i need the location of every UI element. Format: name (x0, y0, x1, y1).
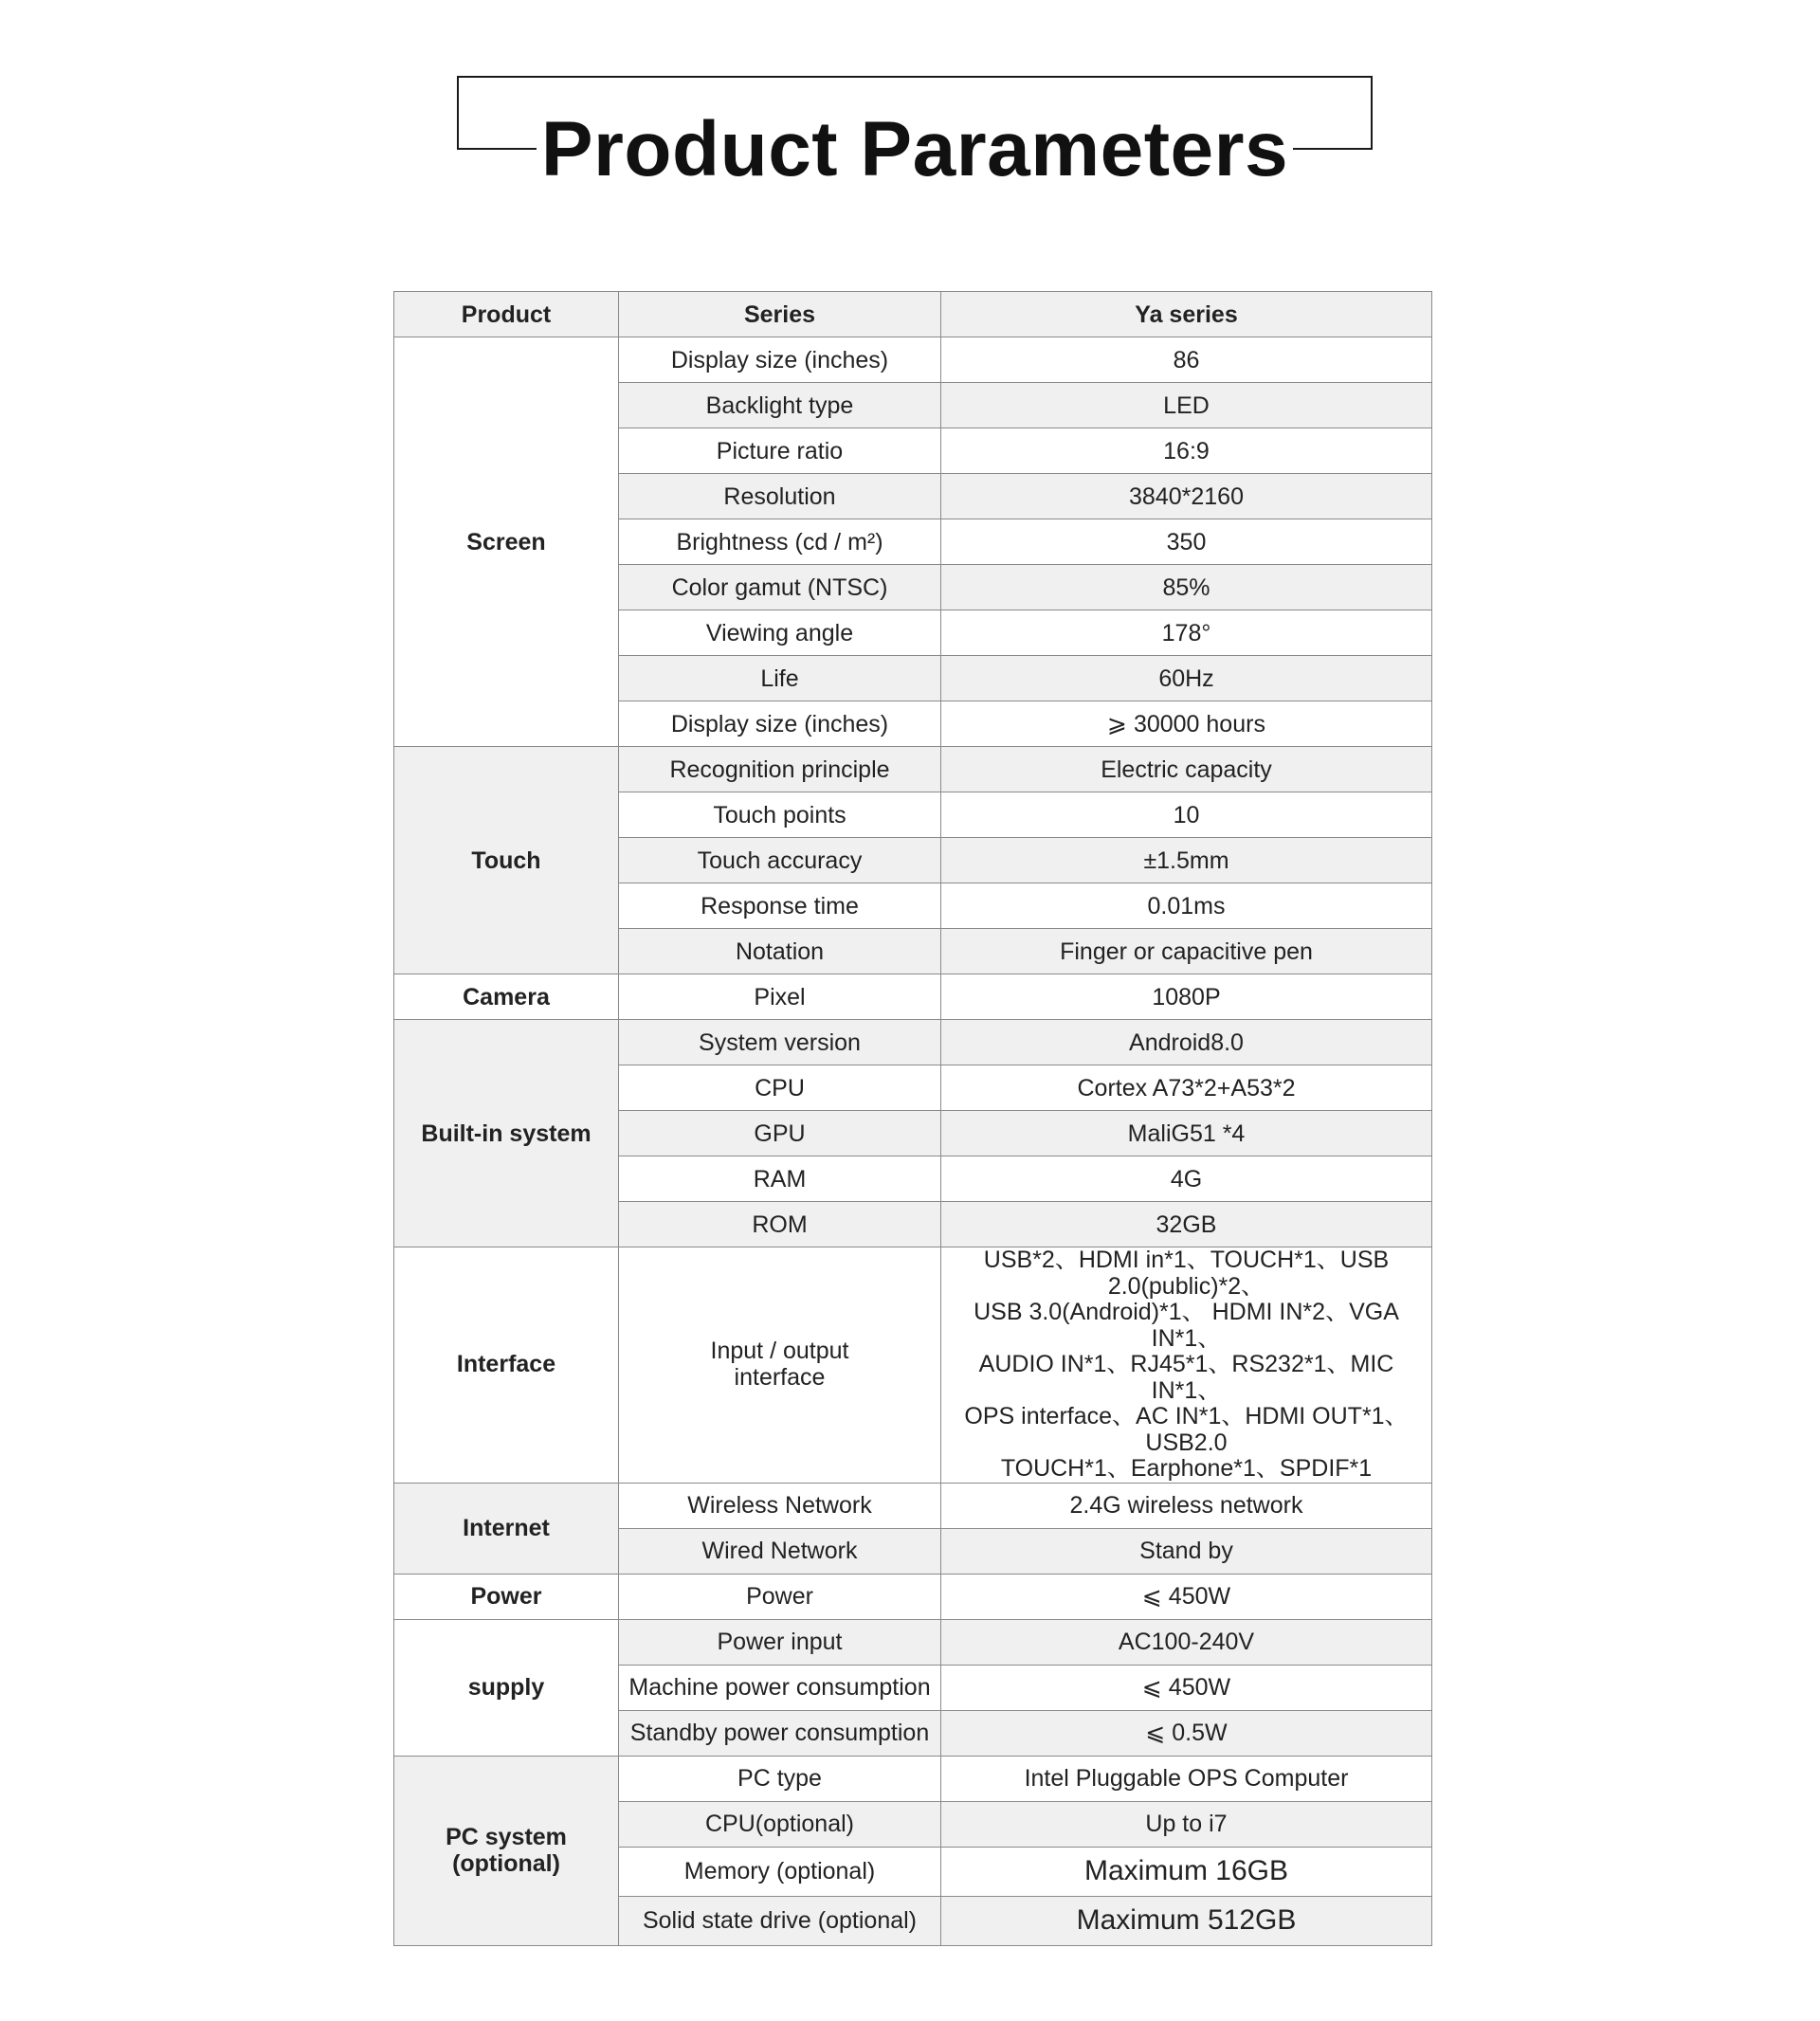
param-cell: Touch points (619, 792, 941, 838)
table-row (394, 747, 1432, 792)
table-header-row (394, 292, 1432, 337)
header-series: Series (619, 292, 941, 337)
value-line: USB 3.0(Android)*1、 HDMI IN*2、VGA IN*1、 (974, 1299, 1399, 1352)
value-cell: LED (941, 383, 1432, 428)
value-cell: ⩽ 450W (941, 1665, 1432, 1710)
param-cell: PC type (619, 1756, 941, 1801)
param-cell: System version (619, 1020, 941, 1065)
param-line: interface (734, 1363, 826, 1391)
param-cell: Power input (619, 1619, 941, 1665)
value-cell: Finger or capacitive pen (941, 929, 1432, 974)
value-cell (941, 1247, 1432, 1484)
value-cell: Electric capacity (941, 747, 1432, 792)
param-cell: CPU(optional) (619, 1801, 941, 1847)
value-cell: ⩽ 450W (941, 1574, 1432, 1619)
category-pc-system: PC system (optional) (394, 1756, 619, 1945)
category-power: Power (394, 1574, 619, 1619)
param-cell: Backlight type (619, 383, 941, 428)
param-cell: Picture ratio (619, 428, 941, 474)
table-row (394, 1619, 1432, 1665)
param-cell: Wired Network (619, 1528, 941, 1574)
value-cell: 1080P (941, 974, 1432, 1020)
param-cell: Display size (inches) (619, 701, 941, 747)
table-row (394, 337, 1432, 383)
param-cell: Touch accuracy (619, 838, 941, 883)
category-camera: Camera (394, 974, 619, 1020)
header-model: Ya series (941, 292, 1432, 337)
value-cell: 16:9 (941, 428, 1432, 474)
value-cell: Android8.0 (941, 1020, 1432, 1065)
param-cell: Memory (optional) (619, 1847, 941, 1896)
param-cell: Pixel (619, 974, 941, 1020)
value-cell: Cortex A73*2+A53*2 (941, 1065, 1432, 1111)
param-cell: Wireless Network (619, 1483, 941, 1528)
value-cell: 4G (941, 1156, 1432, 1202)
value-line: OPS interface、AC IN*1、HDMI OUT*1、USB2.0 (964, 1403, 1409, 1456)
value-cell: ⩾ 30000 hours (941, 701, 1432, 747)
category-screen: Screen (394, 337, 619, 747)
spec-table (393, 291, 1432, 1946)
page-title: Product Parameters (540, 106, 1289, 192)
category-interface: Interface (394, 1247, 619, 1484)
value-cell: 10 (941, 792, 1432, 838)
param-cell: Viewing angle (619, 610, 941, 656)
header-product: Product (394, 292, 619, 337)
table-row (394, 1756, 1432, 1801)
category-internet: Internet (394, 1483, 619, 1574)
value-cell: ⩽ 0.5W (941, 1710, 1432, 1756)
param-cell: Life (619, 656, 941, 701)
category-touch: Touch (394, 747, 619, 974)
category-supply: supply (394, 1619, 619, 1756)
title-frame-bottom-left (457, 148, 537, 150)
table-row (394, 1247, 1432, 1484)
value-line: AUDIO IN*1、RJ45*1、RS232*1、MIC IN*1、 (978, 1351, 1394, 1404)
param-cell: Machine power consumption (619, 1665, 941, 1710)
param-cell: Brightness (cd / m²) (619, 519, 941, 565)
param-cell: Response time (619, 883, 941, 929)
category-built-in-system: Built-in system (394, 1020, 619, 1247)
param-cell: Display size (inches) (619, 337, 941, 383)
title-frame-bottom-right (1293, 148, 1373, 150)
value-cell: 178° (941, 610, 1432, 656)
value-cell: 3840*2160 (941, 474, 1432, 519)
param-cell: Recognition principle (619, 747, 941, 792)
table-row (394, 974, 1432, 1020)
value-cell: 85% (941, 565, 1432, 610)
value-cell: 60Hz (941, 656, 1432, 701)
param-cell: CPU (619, 1065, 941, 1111)
value-cell: Maximum 512GB (941, 1896, 1432, 1945)
table-row (394, 1574, 1432, 1619)
param-cell: Resolution (619, 474, 941, 519)
value-cell: AC100-240V (941, 1619, 1432, 1665)
value-cell: MaliG51 *4 (941, 1111, 1432, 1156)
value-cell: 32GB (941, 1202, 1432, 1247)
value-cell: 350 (941, 519, 1432, 565)
param-cell: Power (619, 1574, 941, 1619)
value-cell: Intel Pluggable OPS Computer (941, 1756, 1432, 1801)
table-row (394, 1020, 1432, 1065)
param-cell: RAM (619, 1156, 941, 1202)
param-line: Input / output (710, 1338, 849, 1365)
value-cell: 86 (941, 337, 1432, 383)
table-row (394, 1483, 1432, 1528)
value-cell: Up to i7 (941, 1801, 1432, 1847)
value-line: TOUCH*1、Earphone*1、SPDIF*1 (1000, 1455, 1373, 1482)
value-cell: Stand by (941, 1528, 1432, 1574)
param-cell: Color gamut (NTSC) (619, 565, 941, 610)
value-cell: ±1.5mm (941, 838, 1432, 883)
param-cell: Solid state drive (optional) (619, 1896, 941, 1945)
value-cell: 0.01ms (941, 883, 1432, 929)
value-cell: Maximum 16GB (941, 1847, 1432, 1896)
param-cell: GPU (619, 1111, 941, 1156)
param-cell: ROM (619, 1202, 941, 1247)
value-line: USB*2、HDMI in*1、TOUCH*1、USB 2.0(public)*2、 (983, 1247, 1390, 1300)
value-cell: 2.4G wireless network (941, 1483, 1432, 1528)
param-cell: Standby power consumption (619, 1710, 941, 1756)
param-cell: Notation (619, 929, 941, 974)
param-cell (619, 1247, 941, 1484)
